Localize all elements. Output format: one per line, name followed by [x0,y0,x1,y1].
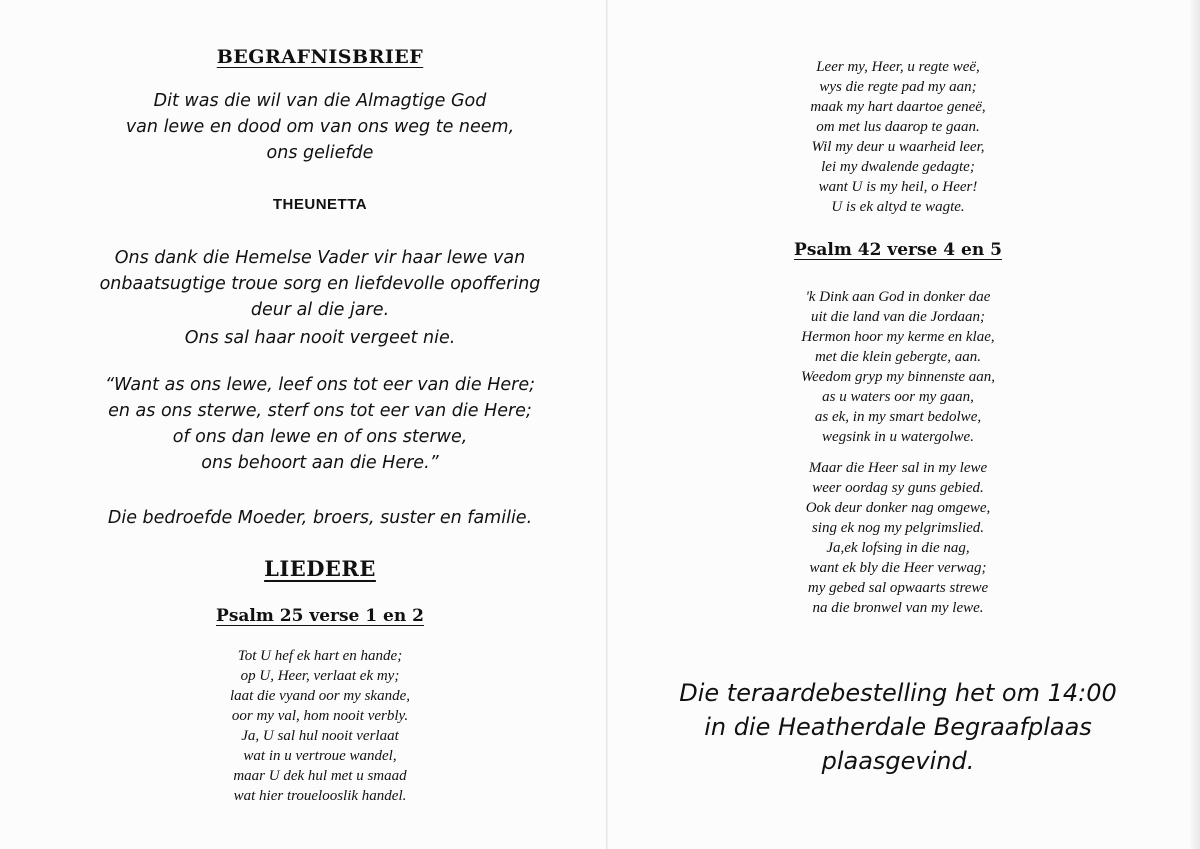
psalm-42-stanza-2 [618,458,1178,618]
page-fold [606,0,608,849]
paper-edge [1190,0,1200,849]
verse-line: U is ek altyd te wagte. [831,199,965,215]
quote-line: en as ons sterwe, sterf ons tot eer van die Here; [108,401,532,421]
intro-paragraph [40,88,600,166]
deceased-name: THEUNETTA [272,196,368,213]
psalm-line: met die klein gebergte, aan. [814,349,982,365]
psalm-line: wat in u vertroue wandel, [243,748,397,764]
scripture-quote [40,372,600,476]
psalm-line: Tot U hef ek hart en hande; [237,648,403,664]
psalm-42-title: Psalm 42 verse 4 en 5 [794,240,1002,260]
verse-line: Wil my deur u waarheid leer, [811,139,985,155]
psalm-25-title: Psalm 25 verse 1 en 2 [216,606,424,626]
psalm-line: Weedom gryp my binnenste aan, [801,369,995,385]
family-text: Die bedroefde Moeder, broers, suster en familie. [107,508,533,528]
psalm-line: as u waters oor my gaan, [822,389,974,405]
verse-line: om met lus daarop te gaan. [816,119,980,135]
burial-line: plaasgevind. [821,747,975,775]
quote-line: of ons dan lewe en of ons sterwe, [172,427,468,447]
psalm-line: wat hier trouelooslik handel. [233,788,407,804]
psalm-line: want ek bly die Heer verwag; [809,560,987,576]
psalm-line: oor my val, hom nooit verbly. [231,708,409,724]
thanks-paragraph [40,245,600,351]
verse-line: Leer my, Heer, u regte weë, [816,59,980,75]
psalm-line: na die bronwel van my lewe. [812,600,984,616]
burial-line: Die teraardebestelling het om 14:00 [679,679,1117,707]
intro-line: ons geliefde [266,143,374,163]
songs-section [40,556,600,581]
intro-line: Dit was die wil van die Almagtige God [153,91,487,111]
verse-line: wys die regte pad my aan; [819,79,977,95]
psalm-line: Hermon hoor my kerme en klae, [801,329,995,345]
psalm-42-section [618,240,1178,260]
burial-notice [618,676,1178,778]
intro-line: van lewe en dood om van ons weg te neem, [125,117,515,137]
songs-heading: LIEDERE [264,556,376,581]
psalm-line: as ek, in my smart bedolwe, [814,409,982,425]
psalm-line: laat die vyand oor my skande, [230,688,410,704]
psalm-line: op U, Heer, verlaat ek my; [240,668,400,684]
thanks-line: onbaatsugtige troue sorg en liefdevolle opoffering [99,274,541,294]
quote-line: “Want as ons lewe, leef ons tot eer van die Here; [104,375,536,395]
thanks-line: deur al die jare. [250,300,390,320]
psalm-line: maar U dek hul met u smaad [233,768,407,784]
psalm-line: Ja, U sal hul nooit verlaat [241,728,399,744]
verse-line: want U is my heil, o Heer! [818,179,978,195]
psalm-25-continued [618,57,1178,217]
psalm-25-section [40,606,600,626]
funeral-letter-title: BEGRAFNISBRIEF [216,46,424,68]
psalm-line: Ja,ek lofsing in die nag, [826,540,970,556]
psalm-line: 'k Dink aan God in donker dae [805,289,991,305]
thanks-line: Ons sal haar nooit vergeet nie. [184,328,456,348]
psalm-line: weer oordag sy guns gebied. [812,480,984,496]
thanks-line: Ons dank die Hemelse Vader vir haar lewe van [114,248,526,268]
burial-line: in die Heatherdale Begraafplaas [704,713,1092,741]
psalm-line: Maar die Heer sal in my lewe [808,460,988,476]
psalm-25-text [40,646,600,806]
verse-line: lei my dwalende gedagte; [821,159,975,175]
psalm-line: my gebed sal opwaarts strewe [807,580,989,596]
quote-line: ons behoort aan die Here.” [201,453,439,473]
psalm-line: wegsink in u watergolwe. [822,429,974,445]
verse-line: maak my hart daartoe geneë, [810,99,986,115]
psalm-42-stanza-1 [618,287,1178,447]
psalm-line: uit die land van die Jordaan; [811,309,985,325]
psalm-line: sing ek nog my pelgrimslied. [811,520,985,536]
family-line [40,505,600,531]
psalm-line: Ook deur donker nag omgewe, [805,500,991,516]
